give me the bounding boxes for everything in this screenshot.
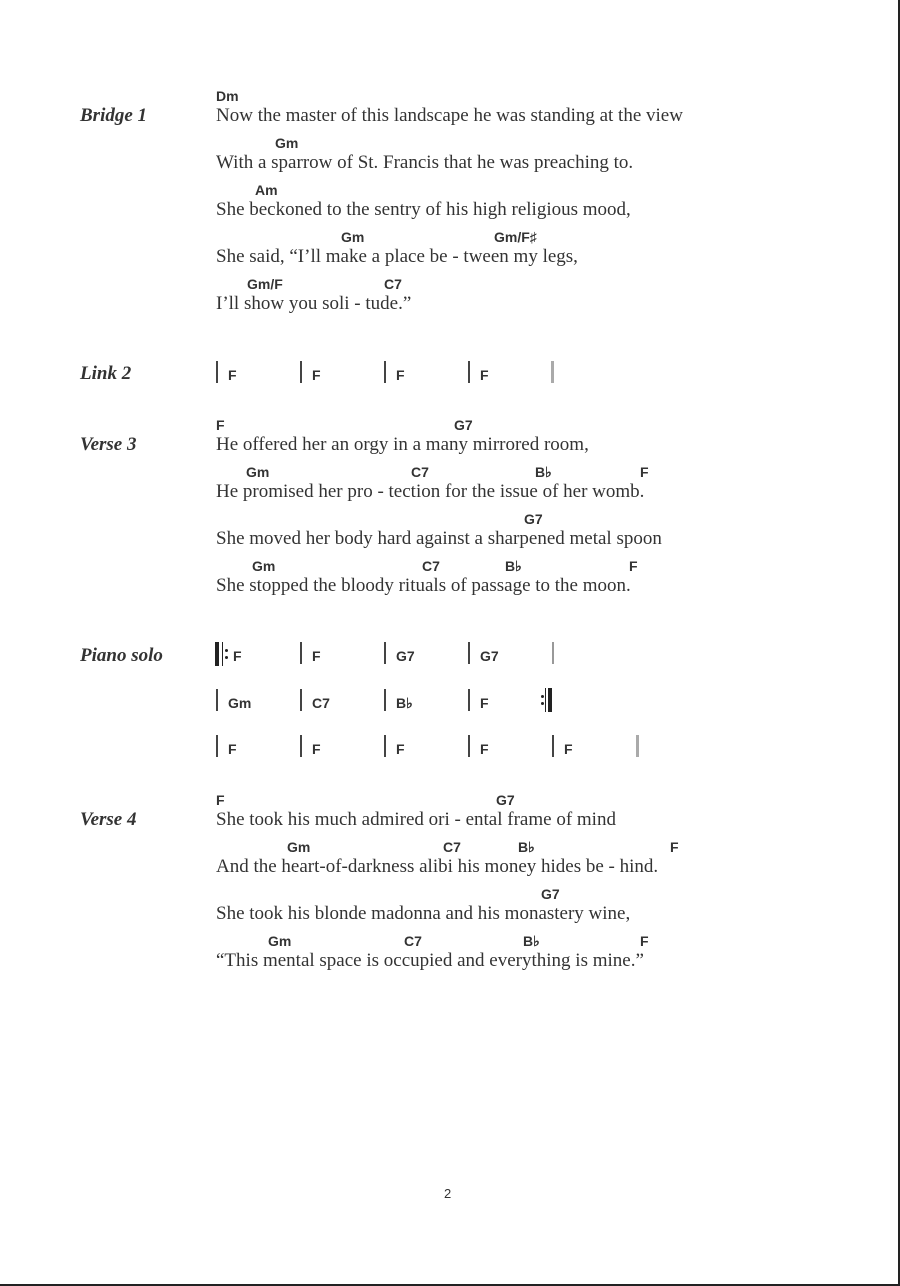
bar-chord: F bbox=[396, 741, 405, 757]
chord: Gm/F♯ bbox=[494, 229, 537, 245]
chord: F bbox=[216, 792, 225, 808]
chord: C7 bbox=[422, 558, 440, 574]
bar-chord: F bbox=[564, 741, 573, 757]
chord: B♭ bbox=[518, 839, 535, 855]
chord: C7 bbox=[443, 839, 461, 855]
lyric-line: She stopped the bloody rituals of passage to the moon. bbox=[216, 575, 631, 596]
lyric-line: She took his much admired ori - ental frame of mind bbox=[216, 809, 616, 830]
barline bbox=[216, 361, 218, 383]
barline bbox=[384, 689, 386, 711]
chord: C7 bbox=[384, 276, 402, 292]
lyric-line: With a sparrow of St. Francis that he was preaching to. bbox=[216, 152, 634, 173]
chord: Gm bbox=[268, 933, 292, 949]
section-label: Link 2 bbox=[80, 363, 132, 384]
barline bbox=[300, 689, 302, 711]
bar-chord: C7 bbox=[312, 695, 330, 711]
section-label: Verse 3 bbox=[80, 434, 137, 455]
chord: F bbox=[640, 464, 649, 480]
chord: Dm bbox=[216, 88, 239, 104]
barline bbox=[468, 361, 470, 383]
barline bbox=[552, 642, 554, 664]
chord: Gm bbox=[287, 839, 311, 855]
chord: Gm bbox=[252, 558, 276, 574]
bar-chord: F bbox=[312, 648, 321, 664]
bar-chord: Gm bbox=[228, 695, 252, 711]
section-label: Verse 4 bbox=[80, 809, 137, 830]
chord: F bbox=[670, 839, 679, 855]
section-label: Piano solo bbox=[80, 645, 163, 666]
chord: B♭ bbox=[535, 464, 552, 480]
lyric-line: And the heart-of-darkness alibi his money hides be - hind. bbox=[216, 856, 659, 877]
chord: C7 bbox=[411, 464, 429, 480]
bar-chord: G7 bbox=[480, 648, 499, 664]
lyric-line: She said, “I’ll make a place be - tween my legs, bbox=[216, 246, 578, 267]
lyric-line: He offered her an orgy in a many mirrored room, bbox=[216, 434, 589, 455]
chord: F bbox=[629, 558, 638, 574]
barline bbox=[300, 642, 302, 664]
lyric-line: “This mental space is occupied and everything is mine.” bbox=[216, 950, 644, 971]
bar-chord: F bbox=[228, 367, 237, 383]
chord: Am bbox=[255, 182, 278, 198]
barline bbox=[468, 735, 470, 757]
chord: Gm bbox=[275, 135, 299, 151]
barline bbox=[384, 361, 386, 383]
lyric-line: Now the master of this landscape he was standing at the view bbox=[216, 105, 683, 126]
barline bbox=[300, 361, 302, 383]
lyric-line: She beckoned to the sentry of his high religious mood, bbox=[216, 199, 631, 220]
bar-chord: G7 bbox=[396, 648, 415, 664]
bar-chord: F bbox=[312, 741, 321, 757]
bar-chord: F bbox=[228, 741, 237, 757]
lyric-line: I’ll show you soli - tude.” bbox=[216, 293, 412, 314]
section-label: Bridge 1 bbox=[80, 105, 148, 126]
lyric-line: He promised her pro - tection for the issue of her womb. bbox=[216, 481, 645, 502]
bar-chord: F bbox=[396, 367, 405, 383]
bar-chord: F bbox=[480, 741, 489, 757]
barline bbox=[552, 735, 554, 757]
chord: C7 bbox=[404, 933, 422, 949]
chord: F bbox=[216, 417, 225, 433]
barline bbox=[468, 642, 470, 664]
barline bbox=[384, 735, 386, 757]
barline bbox=[216, 735, 218, 757]
bar-chord: B♭ bbox=[396, 695, 413, 711]
chord: G7 bbox=[454, 417, 473, 433]
barline bbox=[216, 689, 218, 711]
bar-chord: F bbox=[233, 648, 242, 664]
barline bbox=[384, 642, 386, 664]
lyric-line: She took his blonde madonna and his monastery wine, bbox=[216, 903, 631, 924]
chord: B♭ bbox=[523, 933, 540, 949]
bar-chord: F bbox=[480, 695, 489, 711]
bar-chord: F bbox=[312, 367, 321, 383]
barline bbox=[300, 735, 302, 757]
chord: Gm bbox=[246, 464, 270, 480]
page-number: 2 bbox=[444, 1186, 452, 1201]
chord: B♭ bbox=[505, 558, 522, 574]
chord: Gm bbox=[341, 229, 365, 245]
barline bbox=[468, 689, 470, 711]
lyric-line: She moved her body hard against a sharpened metal spoon bbox=[216, 528, 662, 549]
chord: Gm/F bbox=[247, 276, 283, 292]
chord: G7 bbox=[496, 792, 515, 808]
chord: G7 bbox=[541, 886, 560, 902]
final-barline bbox=[551, 361, 554, 383]
chord: F bbox=[640, 933, 649, 949]
bar-chord: F bbox=[480, 367, 489, 383]
final-barline bbox=[636, 735, 639, 757]
chord: G7 bbox=[524, 511, 543, 527]
